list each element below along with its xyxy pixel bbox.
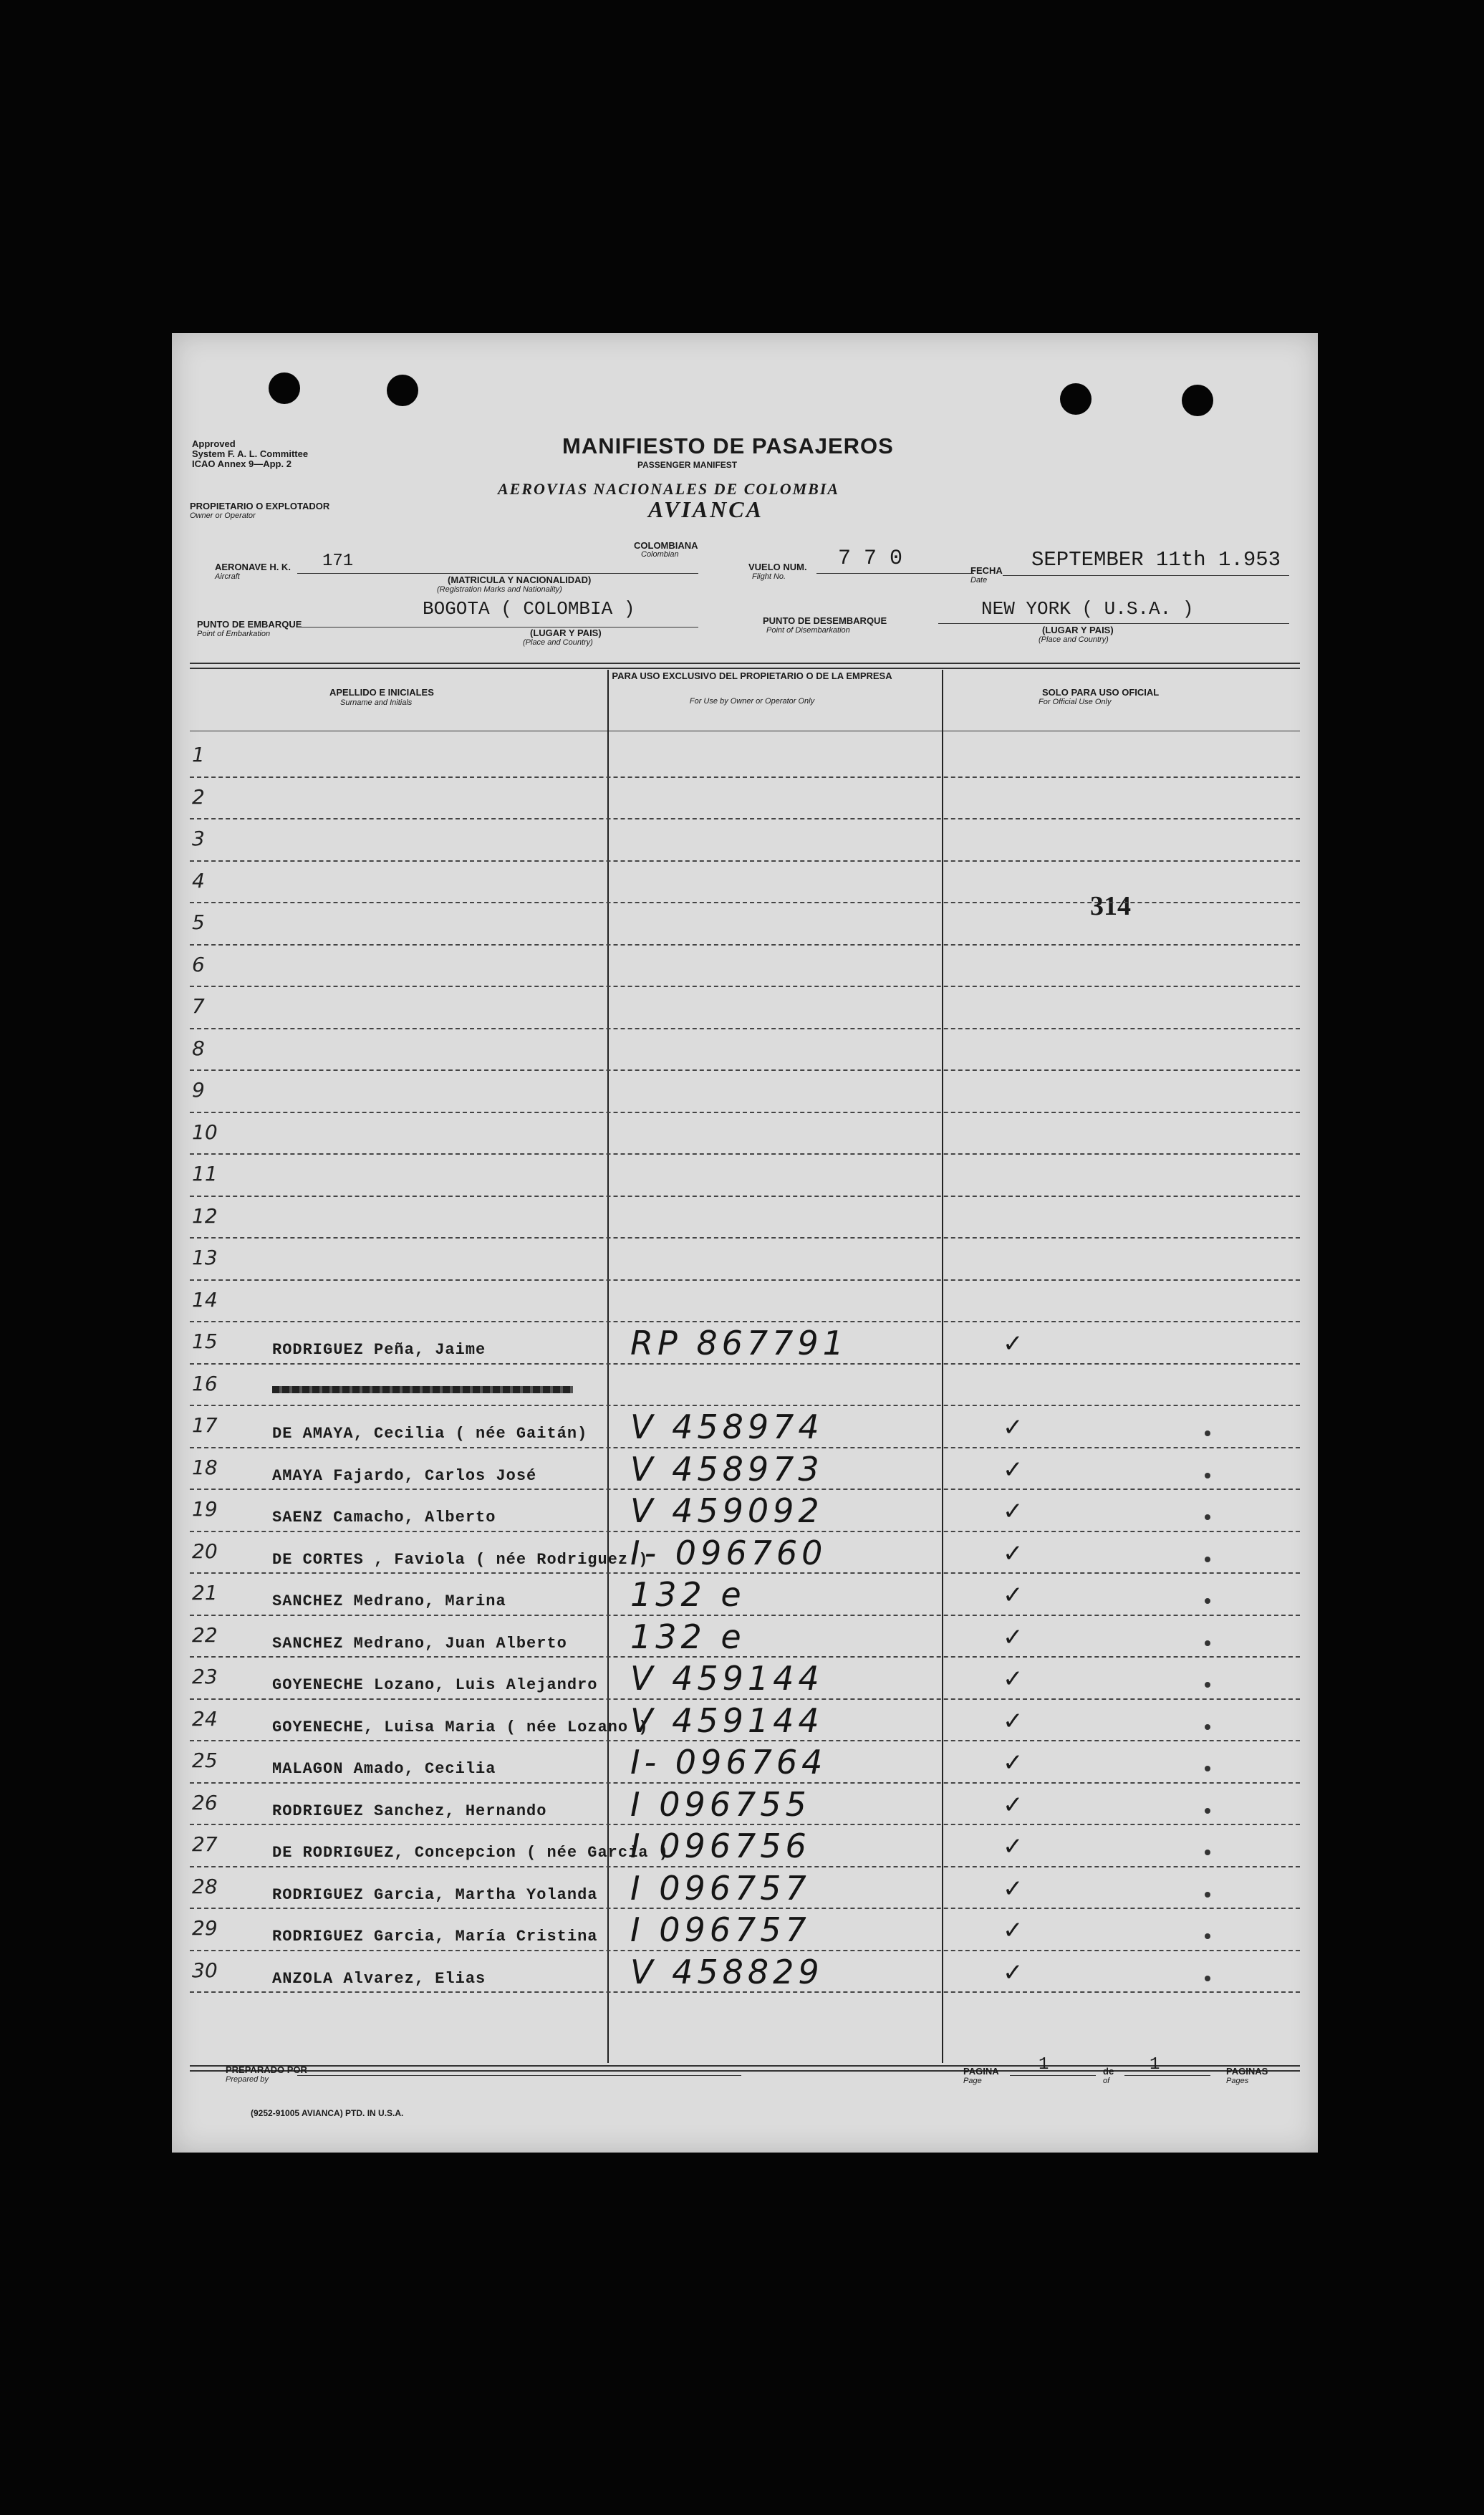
check-mark: ✓ [1003, 1413, 1023, 1442]
table-row [172, 1406, 1318, 1448]
of-label-en: of [1103, 2077, 1110, 2085]
check-mark: ✓ [1003, 1581, 1023, 1610]
form-title: MANIFIESTO DE PASAJEROS [562, 433, 894, 458]
table-row [172, 1448, 1318, 1491]
check-mark: ✓ [1003, 1749, 1023, 1777]
row-number: 13 [192, 1246, 218, 1269]
punch-hole-3 [1060, 383, 1092, 415]
table-row [172, 1197, 1318, 1239]
table-row [172, 1281, 1318, 1323]
approval-note: Approved System F. A. L. Committee ICAO Annex 9—App. 2 [192, 438, 309, 469]
date-underline [1003, 575, 1289, 576]
col-owner-header-en: For Use by Owner or Operator Only [689, 697, 815, 706]
official-dot [1205, 1514, 1210, 1520]
airline-full-name: AEROVIAS NACIONALES DE COLOMBIA [498, 480, 840, 498]
punch-hole-4 [1182, 385, 1213, 416]
owner-code: RP 867791 [630, 1324, 848, 1362]
table-row [172, 862, 1318, 904]
row-number: 11 [192, 1162, 218, 1186]
table-row [172, 1741, 1318, 1784]
print-code: (9252-91005 AVIANCA) PTD. IN U.S.A. [251, 2108, 404, 2118]
row-number: 18 [192, 1455, 218, 1479]
date-value: SEPTEMBER 11th 1.953 [1031, 548, 1281, 572]
row-number: 26 [192, 1790, 218, 1814]
check-mark: ✓ [1003, 1622, 1023, 1652]
pages-label-en: Pages [1226, 2077, 1249, 2085]
table-row [172, 1616, 1318, 1658]
passenger-name: ANZOLA Alvarez, Elias [272, 1969, 486, 1988]
table-row [172, 1784, 1318, 1826]
table-row [172, 1071, 1318, 1113]
pages-value: 1 [1150, 2055, 1160, 2074]
official-dot [1205, 1850, 1210, 1855]
table-row [172, 1532, 1318, 1574]
punch-hole-2 [387, 375, 418, 406]
col-official-header: SOLO PARA USO OFICIAL [1042, 687, 1160, 698]
row-number: 10 [192, 1120, 218, 1144]
row-number: 12 [192, 1203, 218, 1228]
table-row [172, 736, 1318, 778]
table-row [172, 819, 1318, 862]
passenger-name: GOYENECHE, Luisa Maria ( née Lozano ) [272, 1718, 649, 1736]
check-mark: ✓ [1003, 1874, 1023, 1903]
official-dot [1205, 1892, 1210, 1898]
check-mark: ✓ [1003, 1706, 1023, 1736]
flight-label-en: Flight No. [752, 572, 786, 581]
passenger-name: SANCHEZ Medrano, Juan Alberto [272, 1634, 567, 1653]
check-mark: ✓ [1003, 1329, 1023, 1358]
row-number: 16 [192, 1371, 218, 1395]
owner-code: I- 096760 [630, 1533, 827, 1572]
flight-label: VUELO NUM. [748, 562, 807, 572]
owner-label-en: Owner or Operator [190, 511, 256, 520]
official-dot [1205, 1682, 1210, 1688]
row-number: 30 [192, 1958, 218, 1982]
passenger-name: MALAGON Amado, Cecilia [272, 1760, 496, 1778]
row-number: 4 [192, 868, 205, 893]
check-mark: ✓ [1003, 1539, 1023, 1568]
passenger-name: SANCHEZ Medrano, Marina [272, 1592, 506, 1610]
passenger-name: RODRIGUEZ Peña, Jaime [272, 1341, 486, 1359]
aircraft-label-en: Aircraft [215, 572, 240, 581]
table-row [172, 1322, 1318, 1365]
official-dot [1205, 1557, 1210, 1562]
col-official-header-en: For Official Use Only [1039, 698, 1112, 706]
row-rule [190, 1991, 1300, 1993]
embark-value: BOGOTA ( COLOMBIA ) [423, 598, 635, 620]
pages-underline [1124, 2075, 1210, 2076]
passenger-name: AMAYA Fajardo, Carlos José [272, 1466, 537, 1485]
col-owner-header: PARA USO EXCLUSIVO DEL PROPIETARIO O DE LA EMPRESA [612, 670, 892, 681]
owner-code: 132 e [630, 1575, 746, 1614]
official-dot [1205, 1766, 1210, 1771]
row-number: 6 [192, 952, 205, 976]
official-dot [1205, 1430, 1210, 1436]
table-bottom-line-2 [190, 2070, 1300, 2072]
row-number: 8 [192, 1036, 205, 1060]
col-surname-header-en: Surname and Initials [340, 698, 413, 707]
table-row [172, 1825, 1318, 1867]
official-dot [1205, 1724, 1210, 1730]
owner-code: V 459092 [630, 1491, 824, 1530]
table-row [172, 1867, 1318, 1910]
table-row [172, 1155, 1318, 1197]
passenger-name: DE AMAYA, Cecilia ( née Gaitán) [272, 1425, 588, 1443]
disembark-underline [938, 623, 1289, 624]
owner-code: V 458973 [630, 1449, 824, 1489]
table-row [172, 987, 1318, 1029]
check-mark: ✓ [1003, 1455, 1023, 1484]
owner-code: V 458974 [630, 1408, 824, 1446]
registration-label-en: (Registration Marks and Nationality) [437, 585, 562, 594]
date-label: FECHA [970, 565, 1003, 576]
punch-hole-1 [269, 372, 300, 404]
owner-code: I 096756 [630, 1827, 811, 1865]
table-row [172, 946, 1318, 988]
row-number: 28 [192, 1874, 218, 1898]
table-row [172, 1574, 1318, 1616]
disembark-label: PUNTO DE DESEMBARQUE [763, 615, 887, 626]
check-mark: ✓ [1003, 1497, 1023, 1526]
prepared-label: PREPARADO POR [226, 2064, 307, 2075]
passenger-name: GOYENECHE Lozano, Luis Alejandro [272, 1676, 598, 1694]
row-number: 2 [192, 784, 205, 809]
owner-code: V 459144 [630, 1701, 824, 1740]
disembark-label-en: Point of Disembarkation [766, 626, 850, 635]
owner-code: I 096757 [630, 1910, 811, 1949]
official-dot [1205, 1640, 1210, 1646]
row-number: 9 [192, 1078, 205, 1102]
row-number: 19 [192, 1497, 218, 1521]
table-row [172, 1113, 1318, 1155]
aircraft-underline [297, 573, 698, 574]
row-number: 15 [192, 1329, 218, 1353]
flight-underline [816, 573, 974, 574]
table-row [172, 778, 1318, 820]
row-number: 5 [192, 910, 205, 934]
page-label: PAGINA [963, 2066, 999, 2077]
row-number: 7 [192, 994, 205, 1018]
row-number: 14 [192, 1287, 218, 1312]
col-surname-header: APELLIDO E INICIALES [329, 687, 434, 698]
owner-code: V 459144 [630, 1659, 824, 1698]
row-number: 17 [192, 1413, 218, 1437]
table-row [172, 1909, 1318, 1951]
struck-out-entry [272, 1386, 573, 1393]
flight-value: 7 7 0 [838, 547, 903, 571]
embark-place-label: (LUGAR Y PAIS) [530, 627, 602, 638]
passenger-name: RODRIGUEZ Garcia, María Cristina [272, 1928, 598, 1946]
row-number: 23 [192, 1665, 218, 1688]
row-number: 27 [192, 1832, 218, 1856]
embark-place-label-en: (Place and Country) [523, 638, 593, 647]
official-dot [1205, 1808, 1210, 1814]
table-row [172, 1029, 1318, 1072]
check-mark: ✓ [1003, 1958, 1023, 1987]
disembark-value: NEW YORK ( U.S.A. ) [981, 598, 1194, 620]
table-row [172, 1951, 1318, 1994]
page-label-en: Page [963, 2077, 982, 2085]
stamp-number: 314 [1090, 891, 1131, 921]
row-number: 1 [192, 743, 205, 766]
owner-code: I 096755 [630, 1784, 811, 1824]
passenger-name: DE RODRIGUEZ, Concepcion ( née Garcia ) [272, 1844, 669, 1862]
row-number: 22 [192, 1622, 218, 1647]
nationality-sub: Colombian [641, 550, 679, 559]
passenger-name: SAENZ Camacho, Alberto [272, 1509, 496, 1526]
page-underline [1010, 2075, 1096, 2076]
check-mark: ✓ [1003, 1665, 1023, 1693]
prepared-underline [297, 2075, 741, 2076]
owner-label: PROPIETARIO O EXPLOTADOR [190, 501, 330, 511]
of-label: de [1103, 2066, 1114, 2077]
row-number: 25 [192, 1749, 218, 1772]
row-number: 3 [192, 827, 205, 850]
official-dot [1205, 1473, 1210, 1478]
manifest-sheet [172, 333, 1318, 2153]
row-number: 20 [192, 1539, 218, 1563]
aircraft-label: AERONAVE H. K. [215, 562, 291, 572]
passenger-name: DE CORTES , Faviola ( née Rodriguez ) [272, 1550, 649, 1569]
embark-label-en: Point of Embarkation [197, 630, 271, 638]
table-bottom-line-1 [190, 2065, 1300, 2067]
disembark-place-label: (LUGAR Y PAIS) [1042, 625, 1114, 635]
table-row [172, 903, 1318, 946]
aircraft-value: 171 [322, 552, 354, 571]
owner-code: 132 e [630, 1617, 746, 1656]
check-mark: ✓ [1003, 1790, 1023, 1819]
owner-code: I- 096764 [630, 1743, 827, 1781]
owner-code: V 458829 [630, 1952, 824, 1991]
row-number: 21 [192, 1581, 218, 1605]
registration-label: (MATRICULA Y NACIONALIDAD) [448, 574, 592, 585]
nationality-value: COLOMBIANA [634, 540, 698, 551]
form-title-en: PASSENGER MANIFEST [637, 460, 738, 470]
airline-brand: AVIANCA [648, 496, 763, 522]
prepared-label-en: Prepared by [226, 2075, 269, 2084]
passenger-name: RODRIGUEZ Garcia, Martha Yolanda [272, 1885, 598, 1904]
pages-label: PAGINAS [1226, 2066, 1268, 2077]
official-dot [1205, 1976, 1210, 1981]
check-mark: ✓ [1003, 1916, 1023, 1945]
table-row [172, 1700, 1318, 1742]
row-number: 29 [192, 1916, 218, 1940]
disembark-place-label-en: (Place and Country) [1039, 635, 1109, 644]
passenger-name: RODRIGUEZ Sanchez, Hernando [272, 1802, 547, 1820]
table-row [172, 1658, 1318, 1700]
table-top-line-2 [190, 668, 1300, 669]
owner-code: I 096757 [630, 1868, 811, 1908]
official-dot [1205, 1598, 1210, 1604]
date-label-en: Date [970, 576, 988, 585]
official-dot [1205, 1933, 1210, 1939]
table-top-line-1 [190, 663, 1300, 664]
check-mark: ✓ [1003, 1832, 1023, 1861]
page-value: 1 [1039, 2055, 1049, 2074]
row-number: 24 [192, 1706, 218, 1731]
table-row [172, 1239, 1318, 1281]
table-row [172, 1490, 1318, 1532]
embark-label: PUNTO DE EMBARQUE [197, 619, 302, 630]
